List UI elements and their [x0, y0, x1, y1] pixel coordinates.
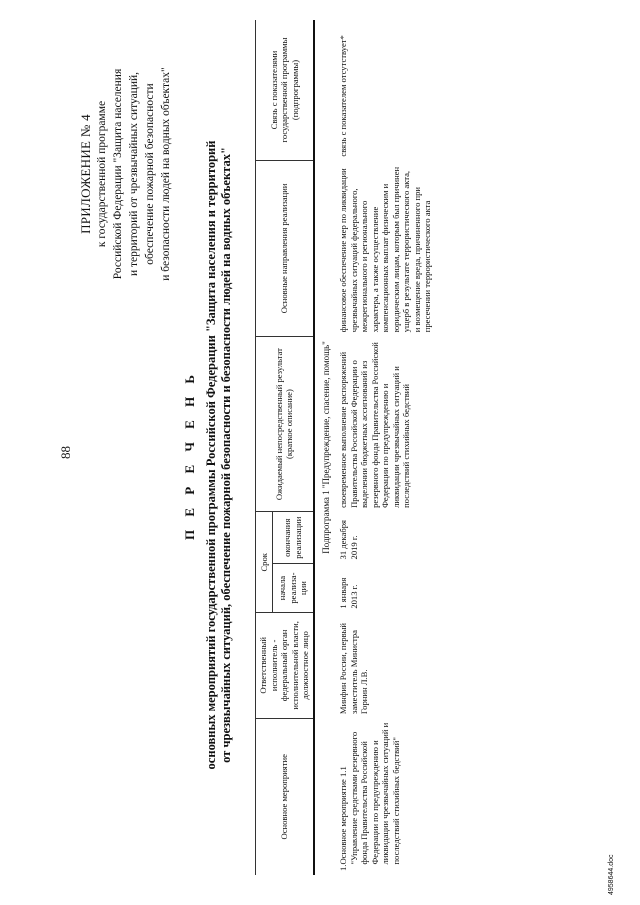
appendix-line: обеспечение пожарной безопасности	[144, 83, 156, 265]
cell-link: связь с показателем отсутствует*	[338, 35, 348, 157]
title-word: П Е Р Е Ч Е Н Ь	[182, 369, 197, 541]
header-result: Ожидаемый непосредственный результат (краткое описание)	[256, 336, 314, 512]
header-main-activity: Основное мероприятие	[256, 718, 314, 875]
activities-table	[255, 20, 436, 875]
header-end: окончания реализации	[273, 512, 314, 564]
cell-result: своевременное выполнение распоряжений Правительства Российской Федерации о выделении бюджетных ассигнований из резервного фонда Правительства Российской Федерации по предупреждению и ликвидации чрезвычайных ситуаций и последствий стихийных бедствий	[338, 342, 411, 508]
page-number: 88	[58, 446, 73, 459]
title-line: от чрезвычайных ситуаций, обеспечение пожарной безопасности и безопасности людей на водных объектах"	[219, 147, 233, 763]
cell-directions: финансовое обеспечение мер по ликвидации чрезвычайных ситуаций федерального, межрегионального и регионального характера, а также осуществление компенсационных выплат физическим и юридическим лицам, которым был причинен ущерб в результате террористического акта, и возмещение вреда, причиненного при пресечении террористического акта	[338, 166, 432, 333]
cell-end: 31 декабря 2019 г.	[338, 520, 359, 560]
header-link: Связь с показателями государственной программы (подпрограммы)	[256, 20, 314, 161]
subprogram-title: Подпрограмма 1 "Предупреждение, спасение, помощь"	[320, 341, 331, 554]
cell-start: 1 января 2013 г.	[338, 577, 359, 609]
header-executor: Ответственный исполнитель - федеральный орган исполнительной власти, должностное лицо	[256, 613, 314, 718]
appendix-line: и территорий от чрезвычайных ситуаций,	[128, 71, 140, 277]
table-row	[335, 20, 436, 875]
cell-executor: Минфин России, первый заместитель Министра Горнин Л.В.	[338, 622, 369, 715]
header-start: начала реализа-ции	[273, 563, 314, 612]
title-line: основных мероприятий государственной программы Российской Федерации "Защита населения и территорий	[204, 140, 218, 770]
appendix-line: к государственной программе	[96, 100, 108, 248]
header-directions: Основные направления реализации	[256, 161, 314, 337]
footer-filename: 4958644.doc	[608, 854, 615, 895]
row-number: 1.	[338, 864, 348, 871]
main-activity-text: Основное мероприятие 1.1 "Управление средствами резервного фонда Правительства Российской Федерации по предупреждению и ликвидации чрезвычайных ситуаций и последствий стихийных бедствий"	[338, 722, 401, 865]
appendix-line: и безопасности людей на водных объектах"	[160, 67, 172, 281]
appendix-block	[78, 34, 174, 314]
appendix-heading: ПРИЛОЖЕНИЕ № 4	[78, 114, 93, 234]
document-title	[182, 65, 234, 845]
header-period: Срок	[256, 512, 273, 613]
cell-main-activity	[335, 718, 436, 875]
appendix-line: Российской Федерации "Защита населения	[112, 68, 124, 280]
